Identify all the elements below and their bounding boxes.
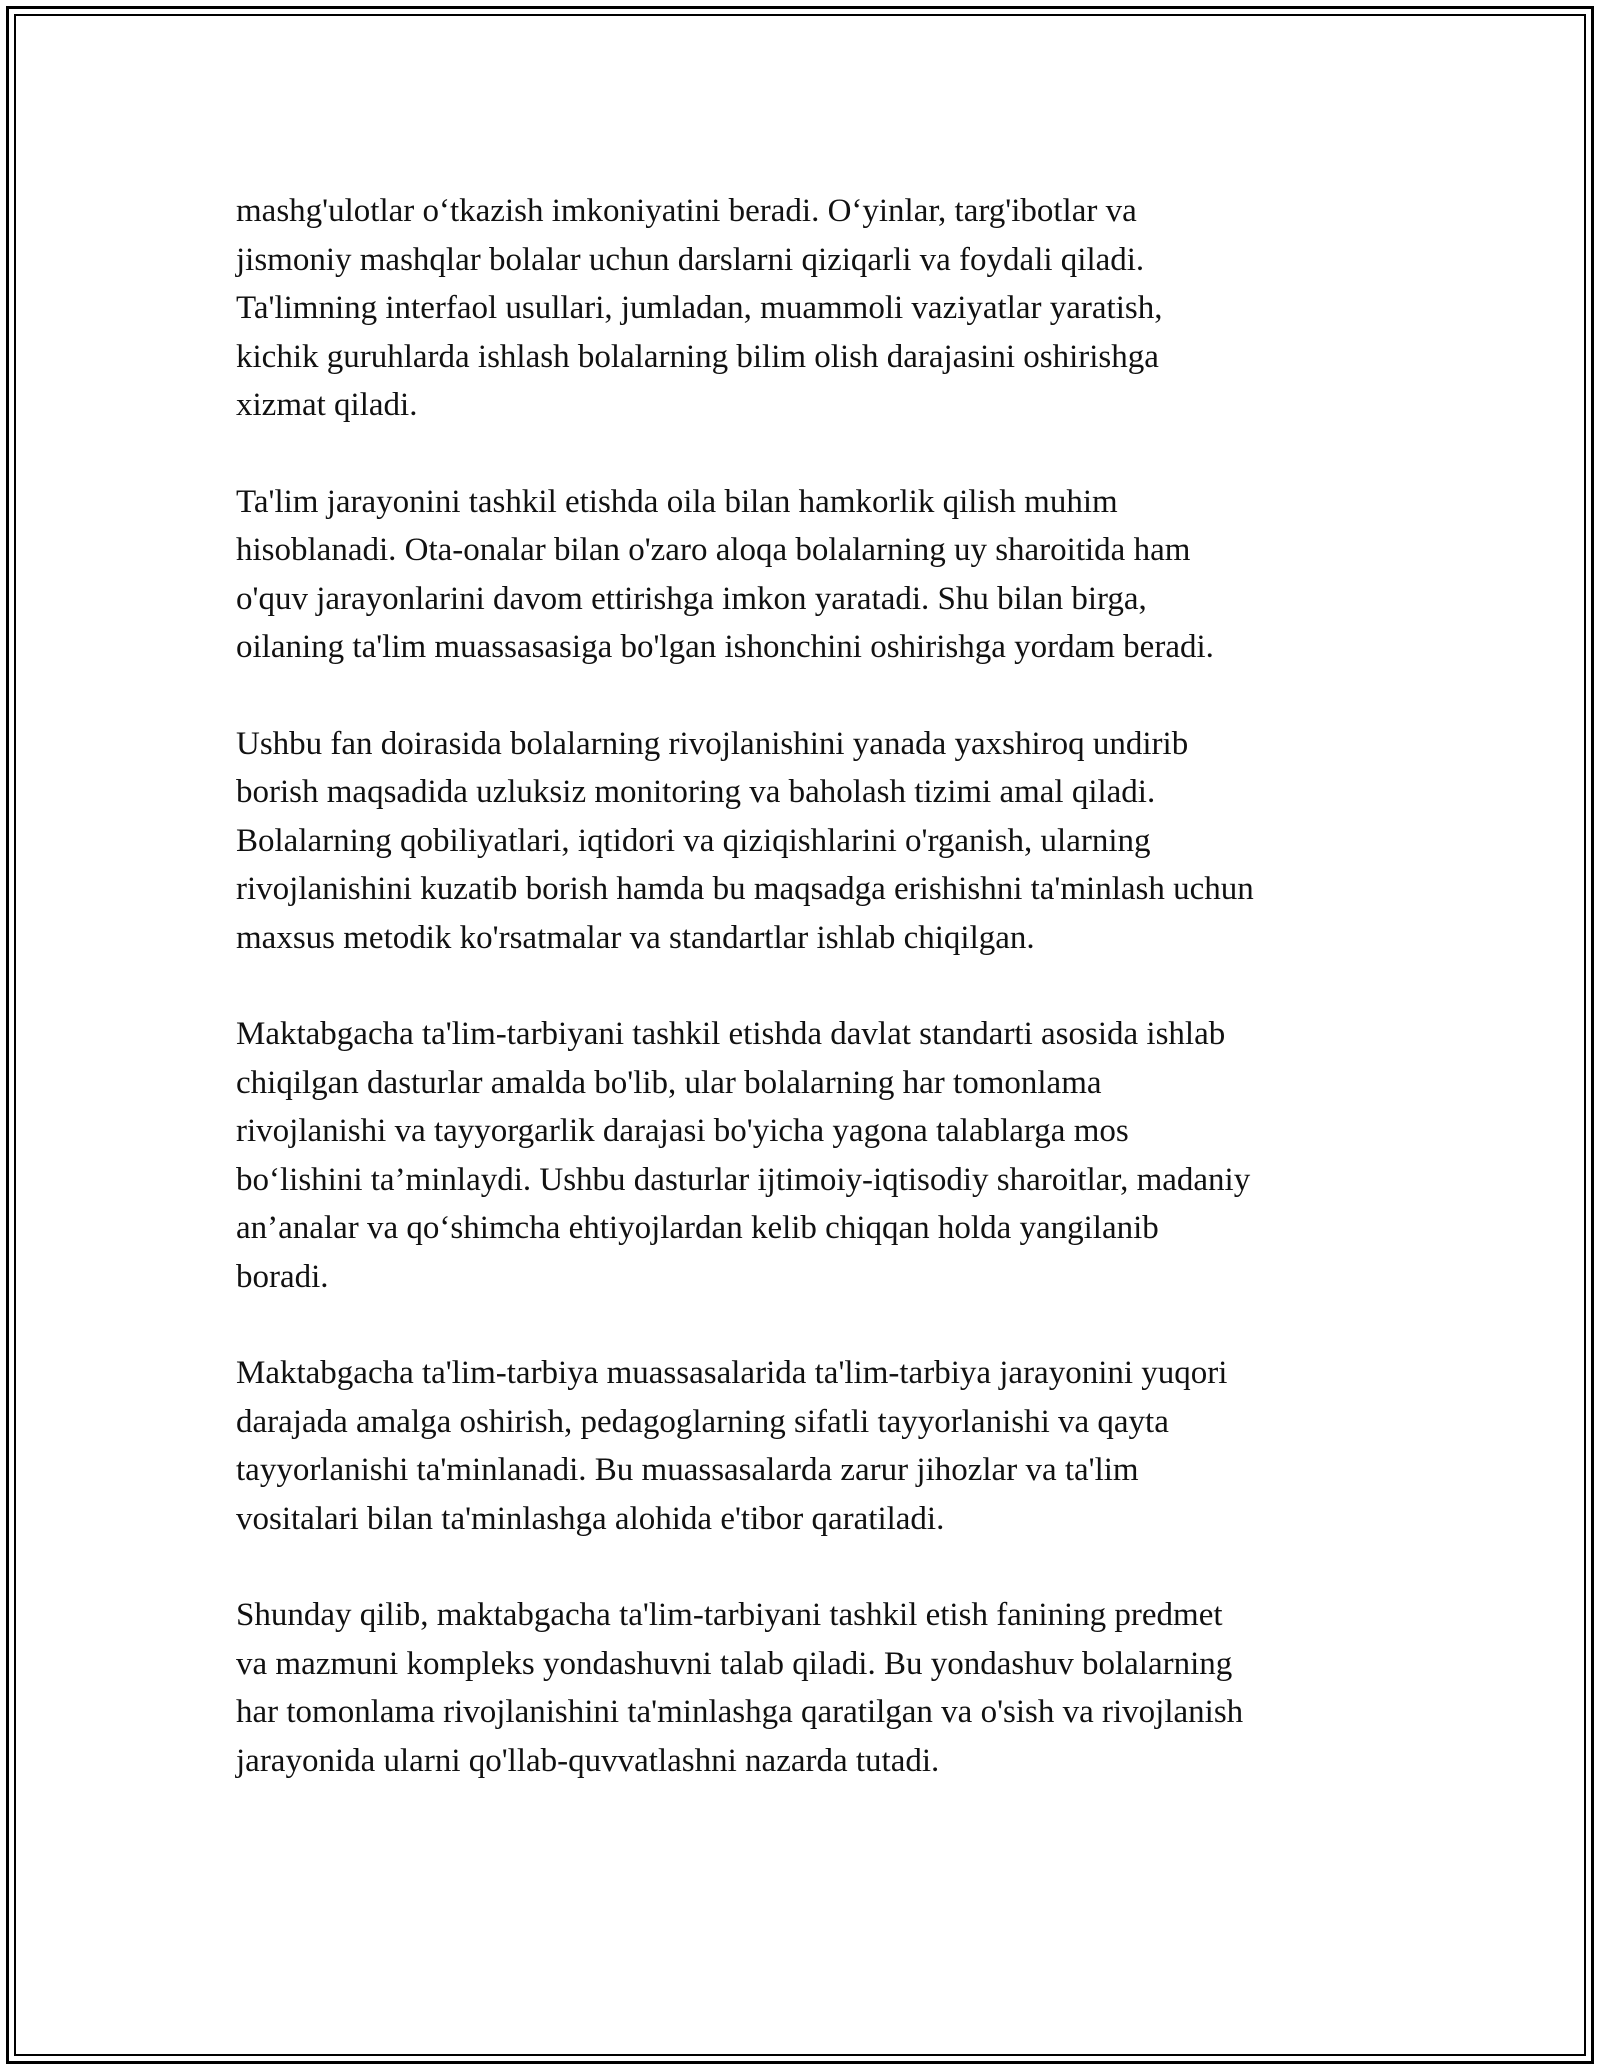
paragraph-3 [236,720,1406,963]
text-line: an’analar va qo‘shimcha ehtiyojlardan kelib chiqqan holda yangilanib [236,1210,1159,1246]
text-line: bo‘lishini ta’minlaydi. Ushbu dasturlar ijtimoiy-iqtisodiy sharoitlar, madaniy [236,1161,1251,1198]
text-line: Ta'lim jarayonini tashkil etishda oila bilan hamkorlik qilish muhim [236,483,1118,520]
text-line: boradi. [236,1258,329,1295]
text-line: rivojlanishi va tayyorgarlik darajasi bo'yicha yagona talablarga mos [236,1113,1129,1149]
paragraph-6 [236,1591,1406,1785]
text-line: mashg'ulotlar o‘tkazish imkoniyatini beradi. O‘yinlar, targ'ibotlar va [236,193,1137,229]
text-line: jismoniy mashqlar bolalar uchun darslarni qiziqarli va foydali qiladi. [236,241,1145,278]
text-line: jarayonida ularni qo'llab-quvvatlashni nazarda tutadi. [236,1742,940,1779]
text-line: rivojlanishini kuzatib borish hamda bu maqsadga erishishni ta'minlash uchun [236,871,1254,907]
text-line: chiqilgan dasturlar amalda bo'lib, ular bolalarning har tomonlama [236,1064,1102,1101]
text-line: har tomonlama rivojlanishini ta'minlashga qaratilgan va o'sish va rivojlanish [236,1694,1244,1730]
text-line: Shunday qilib, maktabgacha ta'lim-tarbiyani tashkil etish fanining predmet [236,1597,1223,1633]
text-line: o'quv jarayonlarini davom ettirishga imkon yaratadi. Shu bilan birga, [236,580,1147,617]
text-line: hisoblanadi. Ota-onalar bilan o'zaro aloqa bolalarning uy sharoitida ham [236,532,1191,568]
text-line: va mazmuni kompleks yondashuvni talab qiladi. Bu yondashuv bolalarning [236,1645,1233,1682]
paragraph-2 [236,478,1406,672]
text-line: Ushbu fan doirasida bolalarning rivojlanishini yanada yaxshiroq undirib [236,725,1189,762]
text-line: borish maqsadida uzluksiz monitoring va baholash tizimi amal qiladi. [236,774,1156,810]
paragraph-1 [236,187,1406,430]
paragraph-5 [236,1349,1406,1543]
text-line: oilaning ta'lim muassasasiga bo'lgan ishonchini oshirishga yordam beradi. [236,629,1214,665]
text-line: kichik guruhlarda ishlash bolalarning bilim olish darajasini oshirishga [236,338,1159,375]
text-line: Ta'limning interfaol usullari, jumladan, muammoli vaziyatlar yaratish, [236,290,1163,326]
document-body [236,187,1406,1785]
text-line: maxsus metodik ko'rsatmalar va standartlar ishlab chiqilgan. [236,919,1035,956]
text-line: Bolalarning qobiliyatlari, iqtidori va qiziqishlarini o'rganish, ularning [236,822,1151,859]
text-line: darajada amalga oshirish, pedagoglarning sifatli tayyorlanishi va qayta [236,1403,1169,1440]
text-line: xizmat qiladi. [236,387,418,423]
text-line: Maktabgacha ta'lim-tarbiya muassasalarida ta'lim-tarbiya jarayonini yuqori [236,1355,1228,1391]
text-line: tayyorlanishi ta'minlanadi. Bu muassasalarda zarur jihozlar va ta'lim [236,1452,1139,1488]
paragraph-4 [236,1010,1406,1301]
text-line: Maktabgacha ta'lim-tarbiyani tashkil etishda davlat standarti asosida ishlab [236,1016,1226,1052]
text-line: vositalari bilan ta'minlashga alohida e'tibor qaratiladi. [236,1500,945,1537]
